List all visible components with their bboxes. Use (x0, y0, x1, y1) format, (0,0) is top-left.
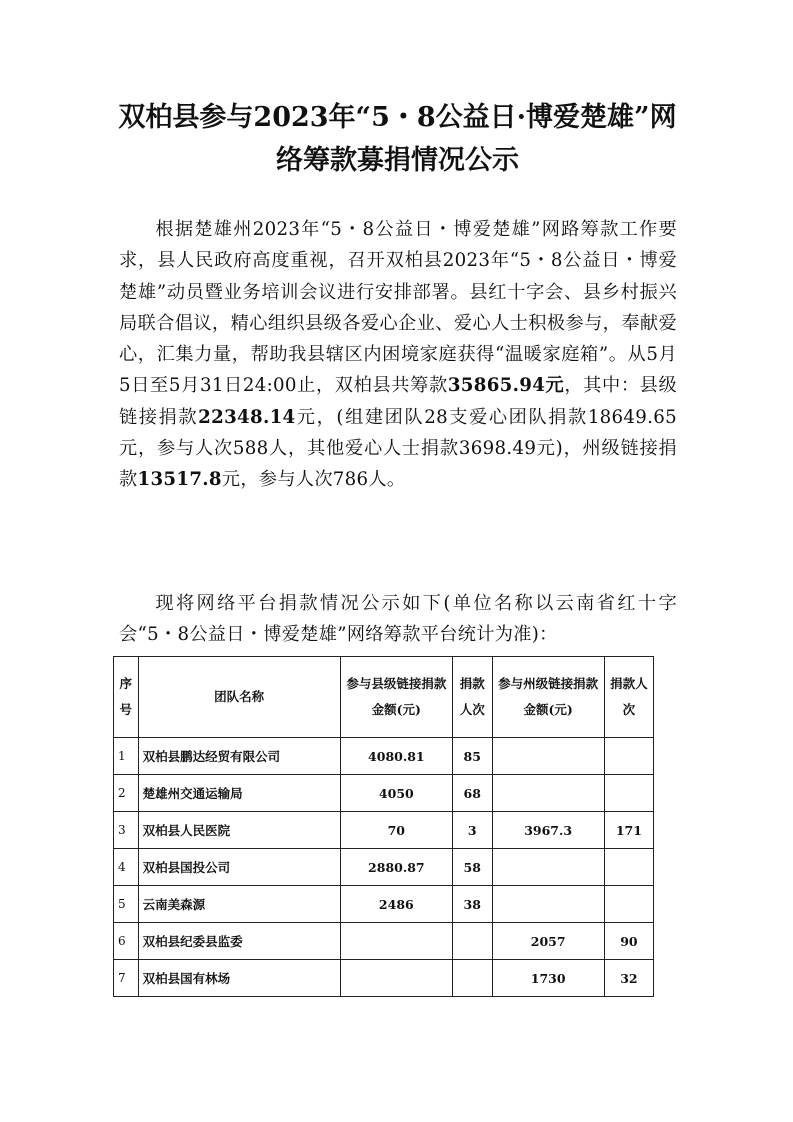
county-count: 38 (452, 886, 492, 923)
team-name: 双柏县国投公司 (138, 849, 340, 886)
team-name: 双柏县人民医院 (138, 812, 340, 849)
row-index: 5 (114, 886, 139, 923)
row-index: 7 (114, 960, 139, 997)
row-index: 2 (114, 775, 139, 812)
table-row (114, 960, 654, 997)
prefecture-amount (492, 849, 604, 886)
county-amount: 4080.81 (340, 738, 452, 775)
title-line-2: 络筹款募捐情况公示 (276, 145, 519, 176)
prefecture-amount (492, 738, 604, 775)
team-name: 双柏县纪委县监委 (138, 923, 340, 960)
title-line-1: 双柏县参与2023年“5・8公益日·博爱楚雄”网 (118, 102, 677, 133)
table-row (114, 923, 654, 960)
row-index: 4 (114, 849, 139, 886)
prefecture-count: 90 (604, 923, 653, 960)
county-amount: 70 (340, 812, 452, 849)
prefecture-count (604, 849, 653, 886)
prefecture-count: 32 (604, 960, 653, 997)
table-row (114, 886, 654, 923)
county-count: 68 (452, 775, 492, 812)
header-team-name: 团队名称 (138, 657, 340, 738)
county-count: 58 (452, 849, 492, 886)
team-name: 双柏县国有林场 (138, 960, 340, 997)
county-count: 85 (452, 738, 492, 775)
team-name: 云南美森源 (138, 886, 340, 923)
table-row (114, 812, 654, 849)
prefecture-amount (492, 886, 604, 923)
donation-table (113, 656, 654, 997)
county-amount: 2486 (340, 886, 452, 923)
header-prefecture-amount: 参与州级链接捐款金额(元) (492, 657, 604, 738)
prefecture-total-amount: 13517.8 (137, 469, 222, 491)
county-amount: 2880.87 (340, 849, 452, 886)
row-index: 1 (114, 738, 139, 775)
table-intro-paragraph: 现将网络平台捐款情况公示如下(单位名称以云南省红十字会“5・8公益日・博爱楚雄”网络筹款平台统计为准)： (119, 593, 677, 646)
prefecture-amount: 2057 (492, 923, 604, 960)
prefecture-amount: 3967.3 (492, 812, 604, 849)
table-row (114, 775, 654, 812)
paragraph-text-3: 元，(组建团队28支爱心团队捐款18649.65元，参与人次588人，其他爱心人士捐款3698.49元)，州级链接捐款 (119, 406, 677, 491)
county-count (452, 960, 492, 997)
prefecture-count (604, 738, 653, 775)
header-county-amount: 参与县级链接捐款金额(元) (340, 657, 452, 738)
team-name: 双柏县鹏达经贸有限公司 (138, 738, 340, 775)
header-prefecture-count: 捐款人次 (604, 657, 653, 738)
prefecture-amount (492, 775, 604, 812)
county-amount (340, 923, 452, 960)
total-amount: 35865.94元 (447, 375, 565, 397)
prefecture-count: 171 (604, 812, 653, 849)
table-row (114, 738, 654, 775)
prefecture-amount: 1730 (492, 960, 604, 997)
announcement-paragraph (119, 214, 677, 496)
header-index: 序号 (114, 657, 139, 738)
prefecture-count (604, 775, 653, 812)
county-amount: 4050 (340, 775, 452, 812)
team-name: 楚雄州交通运输局 (138, 775, 340, 812)
prefecture-count (604, 886, 653, 923)
county-total-amount: 22348.14 (198, 406, 296, 428)
table-header-row (114, 657, 654, 738)
row-index: 6 (114, 923, 139, 960)
document-title (110, 96, 685, 182)
row-index: 3 (114, 812, 139, 849)
paragraph-text-1: 根据楚雄州2023年“5・8公益日・博爱楚雄”网路筹款工作要求，县人民政府高度重视，召开双柏县2023年“5・8公益日・博爱楚雄”动员暨业务培训会议进行安排部署。县红十字会、县乡村振兴局联合倡议，精心组织县级各爱心企业、爱心人士积极参与，奉献爱心，汇集力量，帮助我县辖区内困境家庭获得“温暖家庭箱”。从5月5日至5月31日24:00止，双柏县共筹款 (119, 219, 677, 397)
county-amount (340, 960, 452, 997)
header-county-count: 捐款人次 (452, 657, 492, 738)
paragraph-text-4: 元，参与人次786人。 (221, 469, 406, 491)
county-count: 3 (452, 812, 492, 849)
paragraph-text-2: ，其中：县级链接捐款 (119, 375, 677, 428)
county-count (452, 923, 492, 960)
table-row (114, 849, 654, 886)
